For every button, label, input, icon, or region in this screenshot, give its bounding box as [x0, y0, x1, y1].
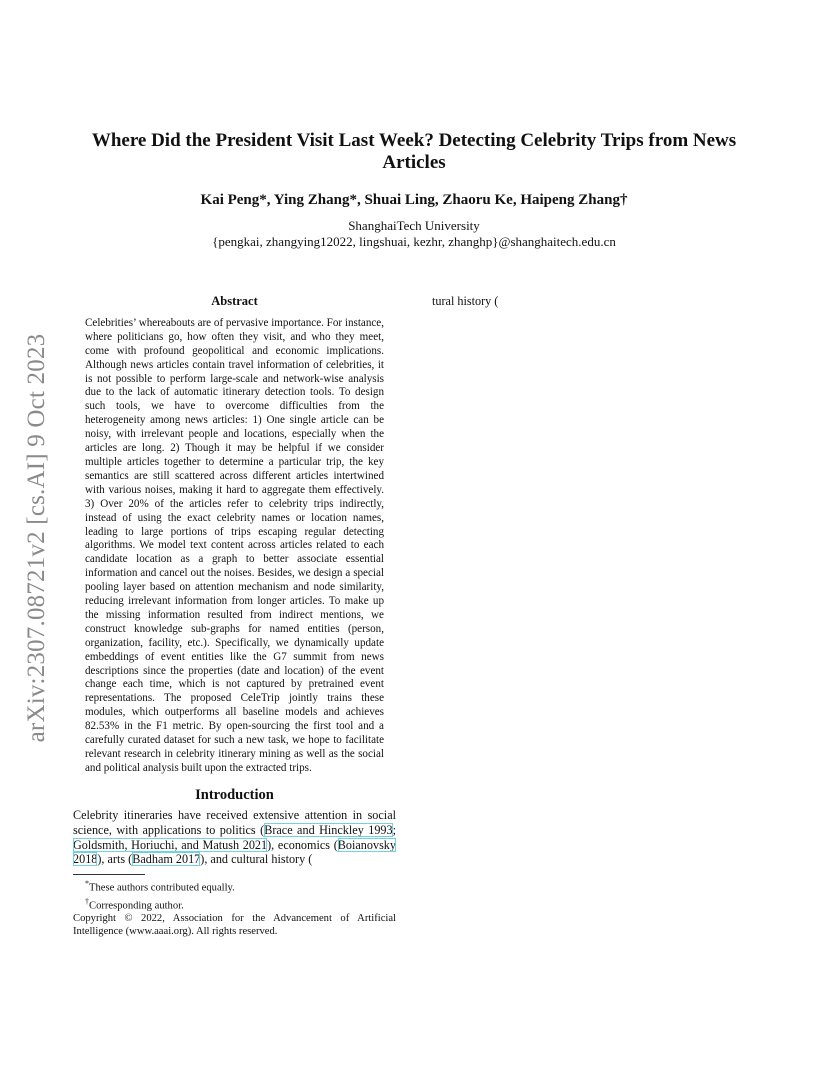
- paper-title: Where Did the President Visit Last Week? Detecting Celebrity Trips from News Articles: [91, 130, 737, 173]
- text-span: ;: [392, 822, 397, 837]
- text-span: Celebrity itineraries have received extensive attention in social science, with applications to politics (: [73, 807, 396, 837]
- author-emails: {pengkai, zhangying12022, lingshuai, kezhr, zhanghp}@shanghaitech.edu.cn: [212, 234, 616, 249]
- abstract-heading: Abstract: [211, 294, 258, 308]
- footnote-rule: [73, 874, 145, 875]
- footnote-mark: †: [85, 896, 89, 906]
- affiliation-block: [80, 218, 748, 250]
- footnote-text: These authors contributed equally.: [89, 882, 235, 894]
- introduction-heading: Introduction: [195, 786, 274, 803]
- citation-link[interactable]: Brace and Hinckley 1993: [264, 822, 393, 837]
- intro-paragraph-1: [73, 808, 396, 868]
- text-span: ), economics (: [267, 837, 338, 852]
- affiliation: ShanghaiTech University: [348, 218, 480, 233]
- footnote-equal-contribution: [73, 878, 396, 895]
- citation-link[interactable]: Goldsmith, Horiuchi, and Matush 2021: [73, 837, 268, 852]
- text-span: ), and cultural history (: [200, 852, 313, 867]
- citation-link[interactable]: Boianovsky 2018: [73, 837, 396, 867]
- author-list: Kai Peng*, Ying Zhang*, Shuai Ling, Zhaoru Ke, Haipeng Zhang†: [200, 192, 628, 208]
- left-column: [73, 294, 396, 939]
- text-span: ), arts (: [97, 852, 133, 867]
- footnote-mark: *: [85, 879, 89, 889]
- right-column: [432, 294, 756, 309]
- copyright-notice: Copyright © 2022, Association for the Advancement of Artificial Intelligence (www.aaai.org). All rights reserved.: [73, 913, 396, 937]
- footnote-text: Corresponding author.: [89, 900, 184, 912]
- citation-link[interactable]: Badham 2017: [132, 852, 201, 867]
- footnotes-left: [73, 878, 396, 938]
- intro-paragraph-1-cont: [432, 294, 756, 309]
- arxiv-identifier: arXiv:2307.08721v2 [cs.AI] 9 Oct 2023: [23, 333, 50, 743]
- footnote-corresponding-author: [73, 896, 396, 913]
- arxiv-sidebar: [22, 303, 52, 773]
- text-span: tural history (: [432, 294, 499, 308]
- abstract-text: Celebrities’ whereabouts are of pervasive importance. For instance, where politicians go, how often they visit, and who they meet, come with profound geopolitical and economic implications. Although news articles contain travel information of celebrities, it is not possible to perform large-scale and network-wise analysis due to the lack of automatic itinerary detection tools. To design such tools, we have to overcome difficulties from the heterogeneity among news articles: 1) One single article can be noisy, with irrelevant people and locations, especially when the articles are long. 2) Though it may be helpful if we consider multiple articles together to determine a particular trip, the key semantics are still scattered across different articles intertwined with various noises, making it hard to aggregate them effectively. 3) Over 20% of the articles refer to celebrity trips indirectly, instead of using the exact celebrity names or location names, leading to large portions of trips escaping regular detecting algorithms. We model text content across articles related to each candidate location as a graph to better associate essential information and cancel out the noises. Besides, we design a special pooling layer based on attention mechanism and node similarity, reducing irrelevant information from longer articles. To make up the missing information resulted from indirect mentions, we construct knowledge sub-graphs for named entities (person, organization, facility, etc.). Specifically, we dynamically update embeddings of event entities like the G7 summit from news descriptions since the properties (date and location) of the event change each time, which is not captured by pretrained event representations. The proposed CeleTrip jointly trains these modules, which outperforms all baseline models and achieves 82.53% in the F1 metric. By open-sourcing the first tool and a carefully curated dataset for such a new task, we hope to facilitate relevant research in celebrity itinerary mining as well as the social and political analysis built upon the extracted trips.: [85, 316, 384, 774]
